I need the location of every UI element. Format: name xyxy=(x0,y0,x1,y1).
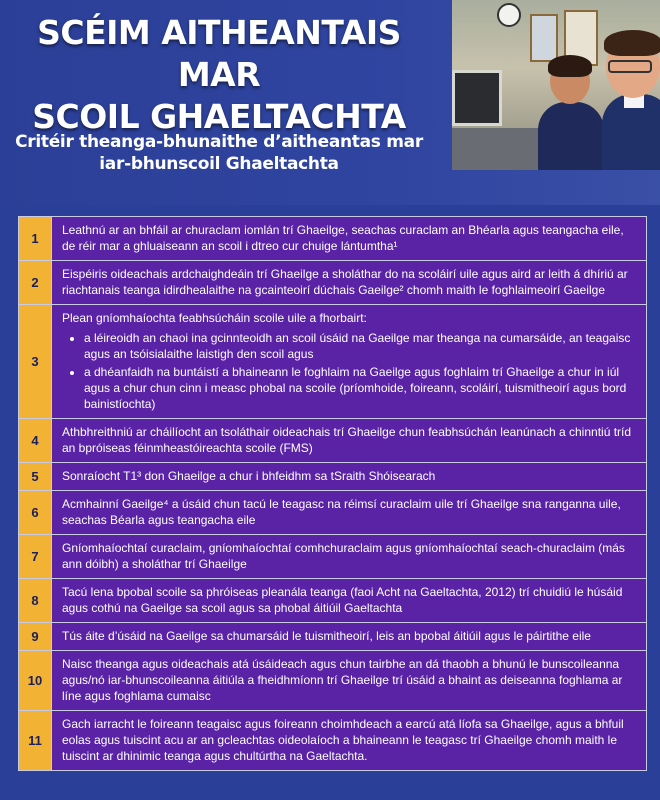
criteria-text xyxy=(52,535,647,578)
criteria-row xyxy=(18,462,647,490)
criteria-text xyxy=(52,651,647,710)
students-photo xyxy=(452,0,660,170)
criteria-text-line: Sonraíocht T1³ don Ghaeilge a chur i bhfeidhm sa tSraith Shóisearach xyxy=(62,469,436,483)
criteria-text-line: Athbhreithniú ar cháilíocht an tsoláthair oideachais trí Ghaeilge chun feabhsúchán leanúnach a chinntiú tríd an bpróiseas féinmheastóireachta scoile (FMS) xyxy=(62,425,632,455)
criteria-text xyxy=(52,463,647,490)
criteria-row xyxy=(18,304,647,418)
wall-clock xyxy=(497,3,521,27)
criteria-text xyxy=(52,217,647,260)
criteria-row xyxy=(18,418,647,462)
page-title xyxy=(14,12,424,138)
criteria-number: 2 xyxy=(18,261,52,304)
subtitle-line-1: Critéir theanga-bhunaithe d’aitheantas mar xyxy=(15,132,423,152)
criteria-text-line: Tacú lena bpobal scoile sa phróiseas pleanála teanga (faoi Acht na Gaeltachta, 2012) trí chuidiú le húsáid agus cothú na Gaeilge sa scoil agus sa phobal áitiúil Gaeltachta xyxy=(62,585,623,615)
criteria-row xyxy=(18,490,647,534)
criteria-number: 5 xyxy=(18,463,52,490)
criteria-table xyxy=(18,216,647,771)
criteria-number: 10 xyxy=(18,651,52,710)
header-banner xyxy=(0,0,660,205)
student-figure xyxy=(602,36,660,170)
criteria-row xyxy=(18,216,647,260)
criteria-number: 4 xyxy=(18,419,52,462)
criteria-bullet-list xyxy=(62,330,637,412)
criteria-text xyxy=(52,305,647,418)
criteria-text-line: Gach iarracht le foireann teagaisc agus foireann choimhdeach a earcú atá líofa sa Ghaeilge, agus a bhfuil eolas agus tuiscint acu ar an gcleachtas oideolaíoch a bhaineann le teagasc trí Ghaeilge chomh maith le tuiscint ar dhinimic teanga agus chultúrtha na Gaeltachta. xyxy=(62,717,624,763)
criteria-row xyxy=(18,578,647,622)
criteria-bullet: • a léireoidh an chaoi ina gcinnteoidh an scoil úsáid na Gaeilge mar theanga na cumarsáide, an teagaisc agus an tsóisialaithe laistigh den scoil agus xyxy=(84,330,637,362)
criteria-text xyxy=(52,419,647,462)
criteria-text-line: Leathnú ar an bhfáil ar churaclam iomlán trí Ghaeilge, seachas curaclam an Bhéarla agus teangacha eile, de réir mar a ghluaiseann an scoil i dtreo cur chuige lántumtha¹ xyxy=(62,223,624,253)
criteria-text-line: Tús áite d’úsáid na Gaeilge sa chumarsáid le tuismitheoirí, leis an bpobal áitiúil agus le páirtithe eile xyxy=(62,629,591,643)
criteria-row xyxy=(18,260,647,304)
criteria-text-line: Acmhainní Gaeilge⁴ a úsáid chun tacú le teagasc na réimsí curaclaim uile trí Ghaeilge sna ranganna uile, seachas Béarla agus teangacha eile xyxy=(62,497,621,527)
criteria-number: 8 xyxy=(18,579,52,622)
criteria-row xyxy=(18,622,647,650)
criteria-number: 1 xyxy=(18,217,52,260)
notice-board xyxy=(530,14,558,62)
student-figure xyxy=(538,58,604,170)
title-line-2: SCOIL GHAELTACHTA xyxy=(32,97,406,136)
criteria-text-line: Eispéiris oideachais ardchaighdeáin trí Ghaeilge a sholáthar do na scoláirí uile agus aird ar leith á dhíriú ar riachtanais teanga idirdhealaithe na gcainteoirí dúchais Gaeilge² chomh maith le foghlaimeoirí Gaeilge xyxy=(62,267,628,297)
criteria-number: 11 xyxy=(18,711,52,770)
criteria-text xyxy=(52,491,647,534)
criteria-number: 3 xyxy=(18,305,52,418)
subtitle-line-2: iar-bhunscoil Ghaeltachta xyxy=(99,154,339,174)
criteria-bullet: • a dhéanfaidh na buntáistí a bhaineann le foghlaim na Gaeilge agus foghlaim trí Ghaeilge a chur in iúl agus a chur chun cinn i measc phobal na scoile (príomhoide, foireann, scoláirí, tuismitheoirí agus bord bainistíochta) xyxy=(84,364,637,412)
criteria-number: 9 xyxy=(18,623,52,650)
criteria-text xyxy=(52,261,647,304)
criteria-row xyxy=(18,534,647,578)
criteria-row xyxy=(18,650,647,710)
criteria-row xyxy=(18,710,647,771)
criteria-number: 6 xyxy=(18,491,52,534)
criteria-text xyxy=(52,579,647,622)
criteria-text-line: Plean gníomhaíochta feabhsúcháin scoile uile a fhorbairt: xyxy=(62,311,367,325)
criteria-text-line: Naisc theanga agus oideachais atá úsáideach agus chun tairbhe an dá thaobh a bhunú le bunscoileanna agus/nó iar-bhunscoileanna áitiúla a fheidhmíonn trí Ghaeilge trí úsáid a bhaint as deiseanna foghlama ar líne agus foghlama cumaisc xyxy=(62,657,623,703)
criteria-text xyxy=(52,711,647,770)
criteria-number: 7 xyxy=(18,535,52,578)
criteria-text-line: Gníomhaíochtaí curaclaim, gníomhaíochtaí comhchuraclaim agus gníomhaíochtaí seach-churaclaim (más ann dóibh) a sholáthar trí Ghaeilge xyxy=(62,541,625,571)
page-subtitle xyxy=(14,131,424,175)
title-line-1: SCÉIM AITHEANTAIS MAR xyxy=(37,13,401,94)
computer-monitor xyxy=(452,70,502,126)
criteria-text xyxy=(52,623,647,650)
